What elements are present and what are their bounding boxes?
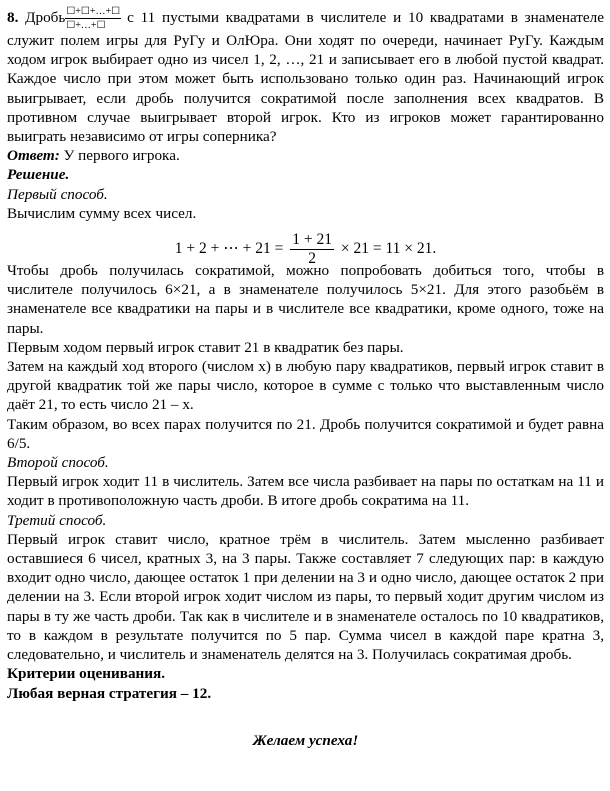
method3-paragraph: Первый игрок ставит число, кратное трём в числитель. Затем мысленно разбивает оставшиеся 6 чисел, кратных 3, на 3 пары. Также составляет 7 следующих пар: в каждую входит одно число, дающее остаток 1 при делении на 3 и одно число, дающее остаток 2 при делении на 3. Если второй игрок ходит числом из пары, то первый ходит другим числом из пары в ту же часть дроби. Так как в числителе и в знаменателе осталось по 10 квадратиков, то в каждом в результате получится по 5 пар. Сумма чисел в каждой паре кратна 3, следовательно, и числитель и знаменатель делятся на 3. Получилась сократимая дробь. [7, 530, 604, 664]
problem-number: 8. [7, 8, 19, 26]
method3-title: Третий способ. [7, 511, 107, 529]
method1-paragraph-1: Чтобы дробь получилась сократимой, можно попробовать добиться того, чтобы в числителе получилось 6×21, а в знаменателе получилось 5×21. Для этого разобьём в знаменателе все квадратики на пары и в числителе все квадратики, кроме одного, тоже на пары. [7, 262, 604, 337]
method2-title: Второй способ. [7, 454, 109, 472]
document-page [7, 6, 604, 750]
problem-statement [7, 6, 604, 146]
formula-right: × 21 = 11 × 21. [340, 240, 437, 258]
formula-left: 1 + 2 + ⋯ + 21 = [174, 240, 284, 258]
problem-word: Дробь [25, 8, 66, 26]
method1-title: Первый способ. [7, 185, 108, 203]
criteria-line: Любая верная стратегия – 12. [7, 684, 212, 702]
game-fraction-denominator: ☐+…+☐ [65, 18, 121, 31]
method1-paragraph-3: Затем на каждый ход второго (числом x) в любую пару квадратиков, первый игрок ставит в другой квадратик той же пары число, которое в сумме с только что выставленным число даёт 21, то есть число 21 – x. [7, 358, 604, 414]
method2-paragraph: Первый игрок ходит 11 в числитель. Затем все числа разбивает на пары по остаткам на 11 и ходит в противоположную часть дроби. В итоге дробь сократима на 11. [7, 473, 604, 510]
answer-label: Ответ: [7, 147, 60, 165]
formula-denominator: 2 [290, 249, 334, 267]
game-fraction [65, 6, 121, 31]
problem-text: с 11 пустыми квадратами в числителе и 10 квадратами в знаменателе служит полем игры для РуГу и ОлЮра. Они ходят по очереди, начинает РуГу. Каждым ходом игрок выбирает одно из чисел 1, 2, …, 21 и записывает его в любой пустой квадрат. Каждое число при этом может быть использовано только один раз. Начинающий игрок выигрывает, если дробь получится сократимой после заполнения всех квадратов. В противном случае выигрывает второй игрок. Кто из игроков может гарантированно выиграть независимо от игры соперника? [7, 8, 604, 146]
closing-wish: Желаем успеха! [252, 731, 359, 749]
solution-title: Решение. [7, 166, 70, 184]
answer-line [7, 146, 604, 165]
method1-intro: Вычислим сумму всех чисел. [7, 204, 197, 222]
game-fraction-numerator: ☐+☐+…+☐ [66, 6, 121, 17]
answer-text: У первого игрока. [63, 147, 180, 165]
formula-numerator: 1 + 21 [292, 231, 332, 249]
criteria-title: Критерии оценивания. [7, 665, 166, 683]
method1-paragraph-2: Первым ходом первый игрок ставит 21 в квадратик без пары. [7, 338, 404, 356]
sum-formula [7, 225, 604, 268]
formula-fraction [290, 232, 334, 267]
method1-paragraph-4: Таким образом, во всех парах получится по 21. Дробь получится сократимой и будет равна 6/5. [7, 415, 604, 452]
